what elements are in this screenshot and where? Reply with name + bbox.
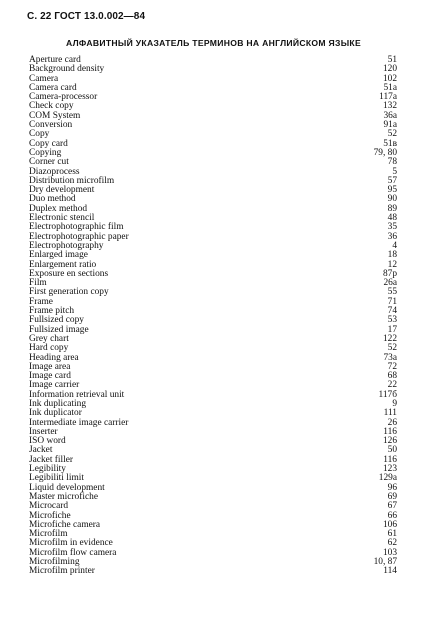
index-ref-number: 36а <box>383 110 397 121</box>
index-term: Enlarged image <box>29 250 88 261</box>
index-ref-number: 123 <box>382 464 397 475</box>
index-term: Frame pitch <box>29 306 75 317</box>
index-entry <box>29 112 397 121</box>
index-term: Microfilm <box>29 529 68 540</box>
index-entry <box>29 354 397 363</box>
index-ref-number: 62 <box>387 538 397 549</box>
index-entry <box>29 344 397 353</box>
index-term: First generation copy <box>29 287 109 298</box>
index-term: Hard copy <box>29 343 69 354</box>
index-ref-number: 50 <box>387 445 397 456</box>
index-entry <box>29 93 397 102</box>
index-term: Aperture card <box>29 55 81 65</box>
index-ref-number: 57 <box>387 175 397 186</box>
index-entry <box>29 446 397 455</box>
index-ref-number: 89 <box>387 203 397 214</box>
index-ref-number: 96 <box>387 482 397 493</box>
index-ref-number: 55 <box>387 287 397 298</box>
index-ref-number: 53 <box>387 315 397 326</box>
index-term: Ink duplicator <box>29 408 82 419</box>
index-term: Camera card <box>29 82 77 93</box>
index-entry <box>29 521 397 530</box>
index-term: Intermediate image carrier <box>29 417 129 428</box>
index-entry <box>29 363 397 372</box>
index-term: Electrophotographic film <box>29 222 124 233</box>
index-term: Duo method <box>29 194 76 205</box>
index-term: Jacket filler <box>29 454 73 465</box>
index-term: Corner cut <box>29 157 69 168</box>
index-entry <box>29 158 397 167</box>
index-ref-number: 117а <box>379 92 397 103</box>
index-term: Exposure en sections <box>29 268 109 279</box>
index-term: Electronic stencil <box>29 213 95 224</box>
index-term: Heading area <box>29 352 79 363</box>
index-ref-number: 87р <box>382 268 397 279</box>
index-term: Legibiliti limit <box>29 473 84 484</box>
index-entry <box>29 419 397 428</box>
index-entry <box>29 400 397 409</box>
index-term: Liquid development <box>29 482 105 493</box>
index-term: Camera <box>29 73 59 84</box>
index-ref-number: 103 <box>382 547 397 558</box>
index-title: АЛФАВИТНЫЙ УКАЗАТЕЛЬ ТЕРМИНОВ НА АНГЛИЙСКОМ ЯЗЫКЕ <box>65 38 362 48</box>
index-term: Copy <box>29 129 50 140</box>
index-term: Dry development <box>29 185 95 196</box>
index-term: Conversion <box>29 120 73 131</box>
index-term: Microfiche camera <box>29 519 101 530</box>
index-entry <box>29 437 397 446</box>
index-ref-number: 91а <box>383 120 397 131</box>
index-term: Diazoprocess <box>29 166 80 177</box>
index-ref-number: 51 <box>387 55 397 65</box>
index-ref-number: 117б <box>378 389 397 400</box>
index-term: Enlargement ratio <box>29 259 97 270</box>
index-term: Image card <box>29 371 71 382</box>
index-ref-number: 79, 80 <box>373 147 397 158</box>
index-entry <box>29 493 397 502</box>
index-ref-number: 26 <box>387 417 397 428</box>
index-term: Image carrier <box>29 380 80 391</box>
index-term: Background density <box>29 64 105 75</box>
index-ref-number: 48 <box>387 213 397 224</box>
index-entry <box>29 465 397 474</box>
index-term: Inserter <box>29 426 58 437</box>
index-term: Electrophotographic paper <box>29 231 129 242</box>
index-entry <box>29 121 397 130</box>
index-entry <box>29 130 397 139</box>
index-ref-number: 69 <box>387 491 397 502</box>
index-term: Microfilm in evidence <box>29 538 113 549</box>
index-ref-number: 71 <box>387 296 397 307</box>
index-ref-number: 132 <box>382 101 397 112</box>
index-term: Master microfiche <box>29 491 98 502</box>
index-term: Microfilm printer <box>29 566 95 577</box>
index-term: Fullsized copy <box>29 315 84 326</box>
index-ref-number: 18 <box>387 250 397 261</box>
index-ref-number: 26а <box>383 278 397 289</box>
index-ref-number: 72 <box>387 361 397 372</box>
index-term: Check copy <box>29 101 74 112</box>
index-ref-number: 22 <box>387 380 397 391</box>
index-ref-number: 95 <box>387 185 397 196</box>
index-ref-number: 122 <box>382 333 397 344</box>
index-entry <box>29 456 397 465</box>
index-entry <box>29 65 397 74</box>
index-entry <box>29 140 397 149</box>
index-ref-number: 90 <box>387 194 397 205</box>
index-term: Duplex method <box>29 203 88 214</box>
index-ref-number: 12 <box>387 259 397 270</box>
index-ref-number: 116 <box>383 454 397 465</box>
index-ref-number: 129а <box>378 473 397 484</box>
index-term: Information retrieval unit <box>29 389 125 400</box>
index-term: Microfilming <box>29 557 80 568</box>
index-entry <box>29 549 397 558</box>
index-ref-number: 120 <box>382 64 397 75</box>
index-ref-number: 36 <box>387 231 397 242</box>
index-entry <box>29 149 397 158</box>
index-entry <box>29 298 397 307</box>
index-ref-number: 35 <box>387 222 397 233</box>
index-ref-number: 78 <box>387 157 397 168</box>
index-entry <box>29 307 397 316</box>
index-ref-number: 4 <box>392 240 397 251</box>
page-header: С. 22 ГОСТ 13.0.002—84 <box>27 11 146 22</box>
index-ref-number: 17 <box>387 324 397 335</box>
index-term: Microcard <box>29 501 69 512</box>
index-entry <box>29 288 397 297</box>
index-term: Jacket <box>29 445 53 456</box>
term-index-list <box>29 56 397 577</box>
index-entry <box>29 372 397 381</box>
index-ref-number: 68 <box>387 371 397 382</box>
index-ref-number: 51в <box>383 138 397 149</box>
index-ref-number: 73а <box>383 352 397 363</box>
index-entry <box>29 75 397 84</box>
index-term: Fullsized image <box>29 324 89 335</box>
index-term: Electrophotography <box>29 240 104 251</box>
index-entry <box>29 102 397 111</box>
index-ref-number: 9 <box>392 398 397 409</box>
index-term: COM System <box>29 110 81 121</box>
index-ref-number: 102 <box>382 73 397 84</box>
index-ref-number: 74 <box>387 306 397 317</box>
index-ref-number: 5 <box>392 166 397 177</box>
index-term: ISO word <box>29 436 66 447</box>
index-term: Microfiche <box>29 510 71 521</box>
index-term: Microfilm flow camera <box>29 547 117 558</box>
index-entry <box>29 326 397 335</box>
index-term: Camera-processor <box>29 92 98 103</box>
index-ref-number: 10, 87 <box>373 557 397 568</box>
index-term: Film <box>29 278 47 289</box>
index-term: Frame <box>29 296 53 307</box>
index-term: Distribution microfilm <box>29 175 115 186</box>
index-ref-number: 106 <box>382 519 397 530</box>
index-term: Image area <box>29 361 71 372</box>
index-ref-number: 52 <box>387 343 397 354</box>
index-ref-number: 126 <box>382 436 397 447</box>
index-entry <box>29 428 397 437</box>
index-term: Copying <box>29 147 62 158</box>
index-entry <box>29 567 397 576</box>
index-term: Copy card <box>29 138 68 149</box>
index-ref-number: 66 <box>387 510 397 521</box>
index-ref-number: 116 <box>383 426 397 437</box>
index-term: Ink duplicating <box>29 398 87 409</box>
index-ref-number: 51а <box>383 82 397 93</box>
index-ref-number: 67 <box>387 501 397 512</box>
index-entry <box>29 502 397 511</box>
index-term: Grey chart <box>29 333 69 344</box>
index-entry <box>29 186 397 195</box>
index-ref-number: 52 <box>387 129 397 140</box>
index-ref-number: 114 <box>383 566 397 577</box>
index-entry <box>29 335 397 344</box>
index-ref-number: 61 <box>387 529 397 540</box>
index-entry <box>29 270 397 279</box>
index-term: Legibility <box>29 464 66 475</box>
index-ref-number: 111 <box>383 408 397 419</box>
